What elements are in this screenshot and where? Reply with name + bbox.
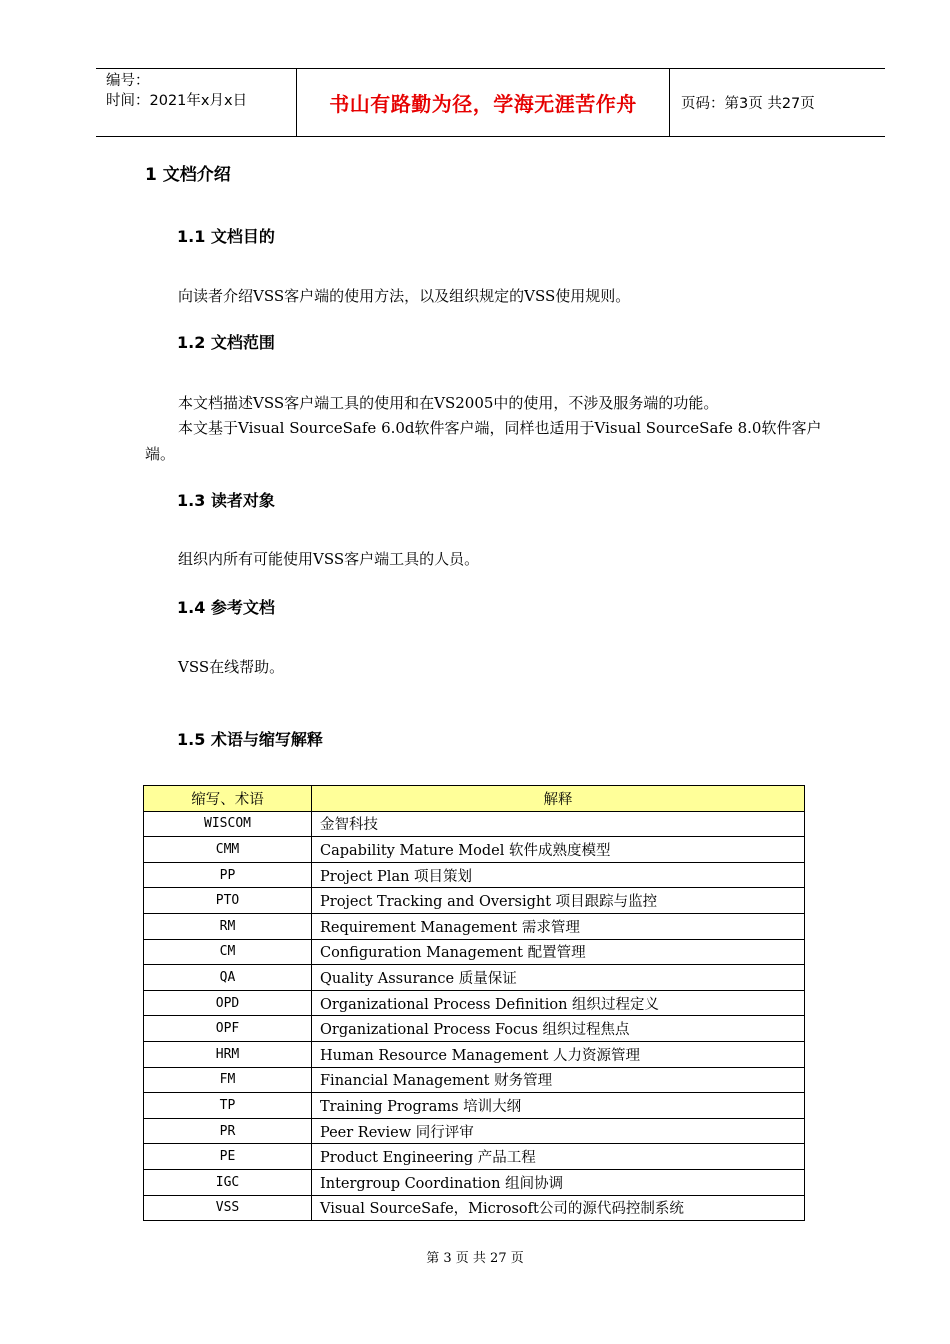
table-row xyxy=(144,913,805,939)
terms-table xyxy=(143,785,805,1221)
term-abbr: CM xyxy=(144,939,312,965)
table-row xyxy=(144,965,805,991)
term-description: Training Programs 培训大纲 xyxy=(312,1093,805,1119)
section-1-1-title: 1.1 文档目的 xyxy=(177,227,275,246)
term-description: Organizational Process Definition 组织过程定义 xyxy=(312,990,805,1016)
table-row xyxy=(144,888,805,914)
section-1-2-text-2-cont: 端。 xyxy=(145,445,176,463)
section-1-2-text-2: 本文基于Visual SourceSafe 6.0d软件客户端，同样也适用于Visual SourceSafe 8.0软件客户 xyxy=(178,419,822,437)
table-row xyxy=(144,1067,805,1093)
table-row xyxy=(144,811,805,837)
header-number: 编号： xyxy=(106,73,150,89)
term-description: Intergroup Coordination 组间协调 xyxy=(312,1169,805,1195)
section-1-1-text: 向读者介绍VSS客户端的使用方法，以及组织规定的VSS使用规则。 xyxy=(178,287,631,305)
table-row xyxy=(144,1144,805,1170)
term-description: 金智科技 xyxy=(312,811,805,837)
header-info-cell xyxy=(96,69,297,136)
term-abbr: PR xyxy=(144,1118,312,1144)
header-page-number: 页码：第3页 共27页 xyxy=(681,96,815,112)
term-abbr: FM xyxy=(144,1067,312,1093)
term-description: Organizational Process Focus 组织过程焦点 xyxy=(312,1016,805,1042)
section-1-2-text-1: 本文档描述VSS客户端工具的使用和在VS2005中的使用，不涉及服务端的功能。 xyxy=(178,394,719,412)
section-1-3-text: 组织内所有可能使用VSS客户端工具的人员。 xyxy=(178,550,480,568)
term-description: Project Tracking and Oversight 项目跟踪与监控 xyxy=(312,888,805,914)
section-1-2-title: 1.2 文档范围 xyxy=(177,333,275,352)
term-description: Capability Mature Model 软件成熟度模型 xyxy=(312,837,805,863)
page-footer: 第 3 页 共 27 页 xyxy=(426,1251,524,1266)
table-header-abbr: 缩写、术语 xyxy=(144,786,312,812)
term-abbr: PTO xyxy=(144,888,312,914)
table-row xyxy=(144,1118,805,1144)
table-row xyxy=(144,939,805,965)
table-row xyxy=(144,1169,805,1195)
table-row xyxy=(144,1195,805,1221)
section-1-3-title: 1.3 读者对象 xyxy=(177,491,275,510)
table-row xyxy=(144,862,805,888)
table-header-row xyxy=(144,786,805,812)
table-row xyxy=(144,990,805,1016)
term-description: Product Engineering 产品工程 xyxy=(312,1144,805,1170)
term-description: Quality Assurance 质量保证 xyxy=(312,965,805,991)
term-abbr: WISCOM xyxy=(144,811,312,837)
term-description: Financial Management 财务管理 xyxy=(312,1067,805,1093)
term-abbr: PP xyxy=(144,862,312,888)
term-abbr: PE xyxy=(144,1144,312,1170)
term-abbr: CMM xyxy=(144,837,312,863)
term-description: Requirement Management 需求管理 xyxy=(312,913,805,939)
section-1-title: 1 文档介绍 xyxy=(145,165,231,185)
table-row xyxy=(144,1016,805,1042)
section-1-4-text: VSS在线帮助。 xyxy=(178,658,285,676)
term-description: Human Resource Management 人力资源管理 xyxy=(312,1041,805,1067)
term-description: Configuration Management 配置管理 xyxy=(312,939,805,965)
table-row xyxy=(144,837,805,863)
header-motto: 书山有路勤为径，学海无涯苦作舟 xyxy=(297,69,670,136)
term-description: Project Plan 项目策划 xyxy=(312,862,805,888)
term-abbr: QA xyxy=(144,965,312,991)
section-1-5-title: 1.5 术语与缩写解释 xyxy=(177,730,323,749)
table-header-desc: 解释 xyxy=(312,786,805,812)
table-row xyxy=(144,1041,805,1067)
page-header xyxy=(96,68,885,137)
term-description: Peer Review 同行评审 xyxy=(312,1118,805,1144)
term-abbr: OPF xyxy=(144,1016,312,1042)
term-abbr: HRM xyxy=(144,1041,312,1067)
term-abbr: OPD xyxy=(144,990,312,1016)
term-abbr: VSS xyxy=(144,1195,312,1221)
header-time: 时间：2021年x月x日 xyxy=(106,93,248,109)
table-row xyxy=(144,1093,805,1119)
section-1-4-title: 1.4 参考文档 xyxy=(177,598,275,617)
term-abbr: RM xyxy=(144,913,312,939)
term-description: Visual SourceSafe，Microsoft公司的源代码控制系统 xyxy=(312,1195,805,1221)
term-abbr: TP xyxy=(144,1093,312,1119)
term-abbr: IGC xyxy=(144,1169,312,1195)
